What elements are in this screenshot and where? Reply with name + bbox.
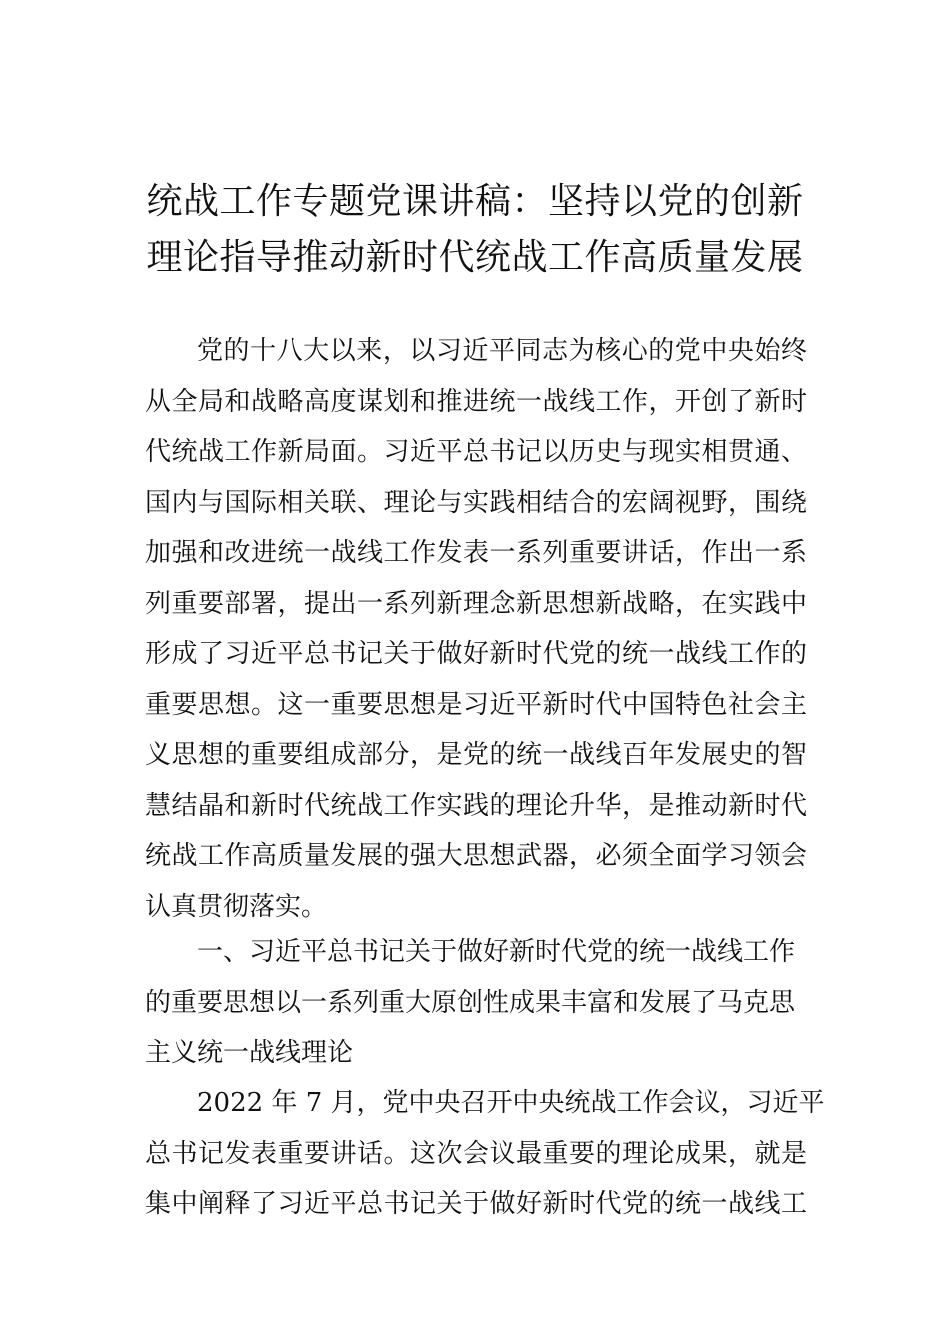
paragraph-line: 党的十八大以来，以习近平同志为核心的党中央始终 xyxy=(197,336,807,366)
paragraph-line: 认真贯彻落实。 xyxy=(145,891,328,922)
heading-line: 主义统一战线理论 xyxy=(145,1038,354,1068)
paragraph-line: 国内与国际相关联、理论与实践相结合的宏阔视野，围绕 xyxy=(145,487,807,518)
title-line: 统战工作专题党课讲稿：坚持以党的创新 xyxy=(146,181,804,222)
paragraph-line: 代统战工作新局面。习近平总书记以历史与现实相贯通、 xyxy=(145,437,807,467)
paragraph-line: 从全局和战略高度谋划和推进统一战线工作，开创了新时 xyxy=(145,386,807,417)
heading-line: 的重要思想以一系列重大原创性成果丰富和发展了马克思 xyxy=(145,987,796,1018)
paragraph-line: 义思想的重要组成部分，是党的统一战线百年发展史的智 xyxy=(145,740,807,770)
document-title xyxy=(145,174,805,286)
paragraph-line: 加强和改进统一战线工作发表一系列重要讲话，作出一系 xyxy=(145,538,807,568)
paragraph-line: 2022 年 7 月，党中央召开中央统战工作会议，习近平 xyxy=(197,1088,825,1118)
paragraph-line: 统战工作高质量发展的强大思想武器，必须全面学习领会 xyxy=(145,841,807,871)
paragraph-line: 慧结晶和新时代统战工作实践的理论升华，是推动新时代 xyxy=(145,790,807,821)
paragraph-line: 集中阐释了习近平总书记关于做好新时代党的统一战线工 xyxy=(145,1189,807,1219)
paragraph-line: 形成了习近平总书记关于做好新时代党的统一战线工作的 xyxy=(145,639,807,669)
title-line: 理论指导推动新时代统战工作高质量发展 xyxy=(146,237,804,278)
paragraph-line: 列重要部署，提出一系列新理念新思想新战略，在实践中 xyxy=(145,588,807,619)
heading-line: 一、习近平总书记关于做好新时代党的统一战线工作 xyxy=(197,937,796,967)
paragraph-line: 总书记发表重要讲话。这次会议最重要的理论成果，就是 xyxy=(145,1138,807,1169)
section-heading xyxy=(145,927,807,1079)
paragraph-intro xyxy=(145,326,807,932)
paragraph-meeting xyxy=(145,1078,825,1230)
paragraph-line: 重要思想。这一重要思想是习近平新时代中国特色社会主 xyxy=(145,689,807,720)
